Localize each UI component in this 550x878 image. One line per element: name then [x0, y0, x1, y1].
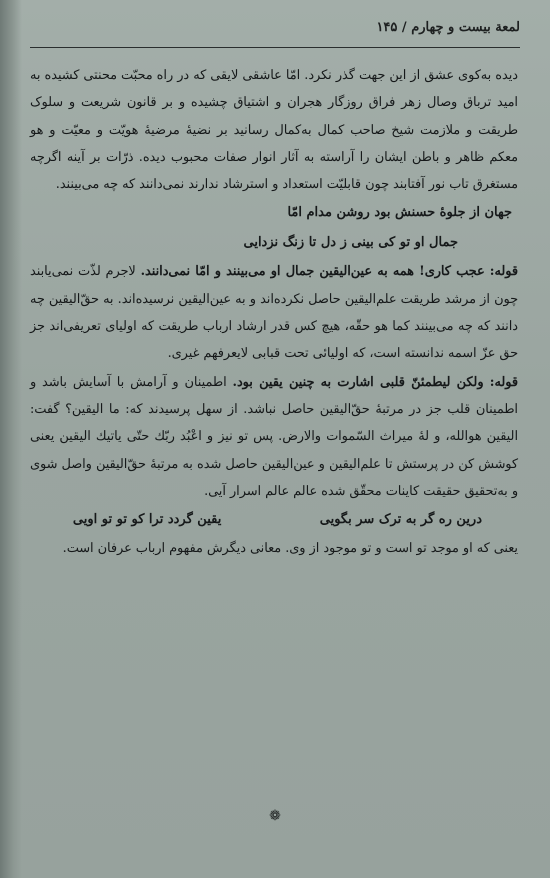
hemistich: درین ره گر به ترک سر بگویی	[319, 512, 482, 528]
verse-text: جمال او تو کی بینی ز دل تا زنگ نزدایی	[243, 235, 458, 251]
hemistich: یقین گردد ترا کو تو تو اویی	[72, 512, 222, 528]
page-binding-shadow	[0, 0, 22, 878]
commentary-paragraph	[30, 258, 518, 367]
running-title: لمعة بيست و چهارم / ۱۴۵	[376, 19, 520, 35]
page-body	[30, 62, 518, 562]
verse-couplet	[30, 505, 518, 535]
header-rule	[30, 47, 520, 48]
closing-paragraph: یعنی که او موجد تو است و تو موجود از وی. معانی دیگرش مفهوم ارباب عرفان است.	[62, 541, 518, 557]
verse-text: جهان از جلوهٔ حسنش بود روشن مدام امّا	[287, 205, 512, 221]
quote-lead: قوله: ولکن لیطمئنّ قلبی اشارت به چنین یقین بود.	[232, 374, 518, 390]
quote-lead: قوله: عجب کاری! همه به عین‌الیقین جمال او می‌بینند و امّا نمی‌دانند.	[140, 264, 518, 280]
commentary-text: لاجرم لذّت نمی‌یابند چون از مرشد طریقت علم‌الیقین حاصل نکرده‌اند و به عین‌الیقین نرسیده‌اند. به حقّ‌الیقین چه دانند که چه می‌بینند کما هو حقّه، هیچ کس قدر ارشاد ارباب طریقت که اولیای تعریفی‌اند جز حق عزّ اسمه ندانسته است، که اولیائی تحت قبابی لایعرفهم غیری.	[30, 264, 518, 362]
verse-line	[30, 228, 518, 258]
commentary-paragraph	[30, 369, 518, 505]
paragraph: دیده به‌کوی عشق از این جهت گذر نکرد. امّا عاشقی لایقی که در راه محبّت محنتی کشیده به امید ترباق وصال زهر فراق روزگار هجران و اشتیاق چشیده و بر قانون شریعت و سلوک طریقت و ملازمت شیخ صاحب کمال به‌کمال رسانید بر نضیهٔ مرضیهٔ هویّت و معیّت و هو معکم ظاهر و باطن ایشان را آراسته به آثار انوار صفات محبوب دیده. ذرّات بر آینه اگرچه مستغرق تاب نور آفتابند چون قابلیّت استعداد و استرشاد ندارند نمی‌دانند که چه می‌بینند.	[30, 68, 518, 193]
footer-ornament: ❁	[269, 808, 281, 824]
verse-line	[30, 198, 518, 228]
commentary-text: اطمینان و آرامش با آسایش باشد و اطمینان قلب جز در مرتبهٔ حقّ‌الیقین حاصل نباشد. از سهل پرسیدند که: ما الیقین؟ گفت: الیقین هوالله، و لهٔ میراث السّموات والارض. پس تو نیز و اعْبُد ربّك حتّی یاتیك الیقین یعنی کوشش کن در پرستش تا علم‌الیقین و عین‌الیقین حاصل شده به مرتبهٔ حقّ‌الیقین واصل شوی و به‌تحقیق حقیقت کاینات محقّق شده عالم عالم اسرار آیی.	[30, 374, 518, 499]
running-header	[30, 10, 520, 44]
